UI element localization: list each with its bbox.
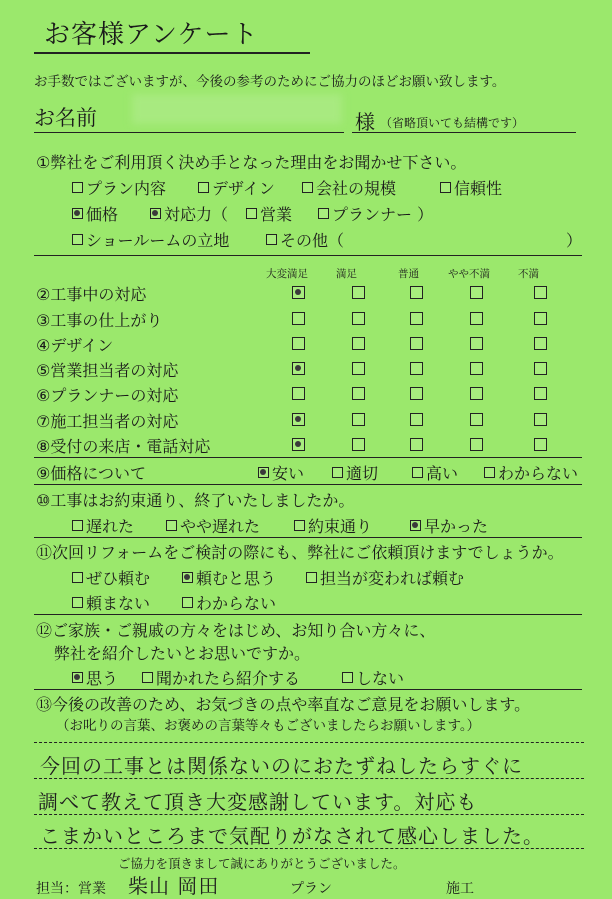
rating-checkbox[interactable]	[410, 312, 423, 325]
q11-question: ⑪次回リフォームをご検討の際にも、弊社にご依頼頂けますでしょうか。	[36, 543, 564, 562]
q1-question: ①弊社をご利用頂く決め手となった理由をお聞かせ下さい。	[36, 153, 467, 172]
q12-option[interactable]: しない	[342, 666, 404, 689]
checkbox[interactable]	[266, 234, 277, 245]
rating-checkbox[interactable]	[470, 312, 483, 325]
name-label: お名前	[34, 106, 97, 130]
answer-text-line: 調べて教えて頂き大変感謝しています。対応も	[38, 790, 478, 814]
rating-checkbox[interactable]	[352, 413, 365, 426]
rating-checkbox-checked[interactable]	[292, 286, 305, 299]
rating-checkbox[interactable]	[534, 387, 547, 400]
rating-checkbox[interactable]	[534, 438, 547, 451]
divider	[34, 614, 582, 615]
sama-note: （省略頂いても結構です）	[380, 116, 525, 130]
rating-checkbox[interactable]	[470, 387, 483, 400]
title-underline	[34, 52, 310, 54]
q9-option[interactable]: 適切	[332, 461, 378, 484]
name-underline	[34, 132, 344, 133]
thanks-text: ご協力を頂きまして誠にありがとうございました。	[118, 856, 406, 871]
checkbox[interactable]	[342, 672, 353, 683]
divider	[34, 255, 582, 256]
checkbox-checked[interactable]	[72, 672, 83, 683]
lead-text: お手数ではございますが、今後の参考のためにご協力のほどお願い致します。	[34, 74, 506, 90]
divider	[34, 537, 582, 538]
rating-checkbox[interactable]	[534, 413, 547, 426]
q12-option[interactable]: 思う	[72, 666, 118, 689]
q11-option[interactable]: 担当が変われば頼む	[306, 566, 464, 589]
q10-option[interactable]: 早かった	[410, 514, 488, 537]
rating-checkbox-checked[interactable]	[292, 362, 305, 375]
page-title: お客様アンケート	[44, 20, 259, 50]
checkbox[interactable]	[72, 520, 83, 531]
rating-header: 大変満足	[266, 268, 308, 280]
rating-row-label: ⑥プランナーの対応	[36, 386, 179, 405]
q1-option[interactable]: 営業	[246, 202, 292, 225]
rating-checkbox[interactable]	[352, 312, 365, 325]
sales-names: 柴山 岡田	[128, 874, 220, 898]
rating-row-label: ②工事中の対応	[36, 285, 147, 304]
checkbox[interactable]	[72, 572, 83, 583]
q1-close-paren: ）	[566, 231, 583, 250]
checkbox[interactable]	[332, 467, 343, 478]
rating-header: 普通	[398, 268, 419, 280]
checkbox[interactable]	[198, 182, 209, 193]
rating-checkbox[interactable]	[352, 362, 365, 375]
answer-line	[34, 848, 584, 849]
q1-option[interactable]: プランナー ）	[318, 202, 433, 225]
q12-question-line1: ⑫ご家族・ご親戚の方々をはじめ、お知り合い方々に、	[36, 621, 436, 640]
rating-checkbox[interactable]	[410, 438, 423, 451]
rating-checkbox-checked[interactable]	[292, 438, 305, 451]
checkbox[interactable]	[412, 467, 423, 478]
rating-row-label: ⑦施工担当者の対応	[36, 412, 179, 431]
rating-checkbox[interactable]	[470, 413, 483, 426]
sama-underline	[352, 132, 576, 133]
divider	[34, 689, 582, 690]
q11-option[interactable]: わからない	[182, 591, 276, 614]
rating-header: 満足	[336, 268, 357, 280]
rating-checkbox[interactable]	[352, 337, 365, 350]
rating-checkbox[interactable]	[470, 286, 483, 299]
rating-row-label: ⑧受付の来店・電話対応	[36, 437, 211, 456]
q9-question: ⑨価格について	[36, 464, 147, 483]
answer-text-line: こまかいところまで気配りがなされて感心しました。	[40, 824, 544, 848]
q1-option[interactable]: 会社の規模	[302, 176, 396, 199]
q1-option[interactable]: プラン内容	[72, 176, 166, 199]
rating-checkbox[interactable]	[534, 286, 547, 299]
checkbox[interactable]	[142, 672, 153, 683]
divider	[34, 457, 582, 458]
q10-option[interactable]: 約束通り	[294, 514, 372, 537]
checkbox[interactable]	[306, 572, 317, 583]
checkbox[interactable]	[294, 520, 305, 531]
rating-checkbox[interactable]	[410, 286, 423, 299]
checkbox[interactable]	[72, 182, 83, 193]
q12-question-line2: 弊社を紹介したいとお思いですか。	[54, 644, 311, 663]
rating-checkbox[interactable]	[470, 362, 483, 375]
checkbox[interactable]	[318, 208, 329, 219]
q11-option[interactable]: 頼まない	[72, 591, 150, 614]
q11-option[interactable]: 頼むと思う	[182, 566, 276, 589]
rating-checkbox[interactable]	[470, 438, 483, 451]
rating-checkbox[interactable]	[534, 337, 547, 350]
rating-checkbox[interactable]	[292, 312, 305, 325]
plan-label: プラン	[290, 881, 332, 897]
q9-option[interactable]: 安い	[258, 461, 304, 484]
checkbox[interactable]	[72, 234, 83, 245]
checkbox-checked[interactable]	[182, 572, 193, 583]
checkbox[interactable]	[72, 597, 83, 608]
rating-checkbox[interactable]	[292, 387, 305, 400]
checkbox-checked[interactable]	[150, 208, 161, 219]
rating-checkbox[interactable]	[352, 438, 365, 451]
q9-option[interactable]: わからない	[484, 461, 578, 484]
checkbox[interactable]	[440, 182, 451, 193]
rating-checkbox[interactable]	[410, 337, 423, 350]
q13-question: ⑬今後の改善のため、お気づきの点や率直なご意見をお願いします。	[36, 695, 531, 714]
q1-option[interactable]: 信頼性	[440, 176, 502, 199]
sekou-label: 施工	[446, 881, 474, 897]
rating-row-label: ⑤営業担当者の対応	[36, 361, 179, 380]
q1-option[interactable]: その他（	[266, 228, 344, 251]
rating-checkbox[interactable]	[470, 337, 483, 350]
checkbox[interactable]	[302, 182, 313, 193]
rating-checkbox-checked[interactable]	[292, 413, 305, 426]
checkbox[interactable]	[182, 597, 193, 608]
q9-option[interactable]: 高い	[412, 461, 458, 484]
rating-checkbox[interactable]	[292, 337, 305, 350]
checkbox-checked[interactable]	[410, 520, 421, 531]
q10-option[interactable]: やや遅れた	[166, 514, 260, 537]
q13-note: （お叱りの言葉、お褒めの言葉等々もございましたらお願いします。）	[56, 718, 481, 734]
divider	[34, 484, 582, 485]
q12-option[interactable]: 聞かれたら紹介する	[142, 666, 300, 689]
q1-option[interactable]: 対応力（	[150, 202, 228, 225]
checkbox-checked[interactable]	[258, 467, 269, 478]
answer-line	[34, 814, 584, 815]
rating-row-label: ④デザイン	[36, 336, 114, 355]
answer-line	[34, 778, 584, 779]
checkbox[interactable]	[484, 467, 495, 478]
tanto-label: 担当：営業	[36, 881, 106, 897]
rating-header: やや不満	[448, 268, 490, 280]
answer-text-line: 今回の工事とは関係ないのにおたずねしたらすぐに	[40, 754, 523, 778]
rating-checkbox[interactable]	[534, 312, 547, 325]
q10-question: ⑩工事はお約束通り、終了いたしましたか。	[36, 491, 355, 510]
rating-checkbox[interactable]	[410, 413, 423, 426]
rating-checkbox[interactable]	[352, 387, 365, 400]
rating-checkbox[interactable]	[534, 362, 547, 375]
checkbox[interactable]	[166, 520, 177, 531]
rating-checkbox[interactable]	[352, 286, 365, 299]
checkbox-checked[interactable]	[72, 208, 83, 219]
q1-option[interactable]: 価格	[72, 202, 118, 225]
rating-row-label: ③工事の仕上がり	[36, 311, 163, 330]
q1-option[interactable]: デザイン	[198, 176, 275, 199]
sama-label: 様	[355, 110, 375, 134]
rating-checkbox[interactable]	[410, 362, 423, 375]
q1-option[interactable]: ショールームの立地	[72, 228, 229, 251]
q10-option[interactable]: 遅れた	[72, 514, 134, 537]
rating-checkbox[interactable]	[410, 387, 423, 400]
rating-header: 不満	[518, 268, 539, 280]
q11-option[interactable]: ぜひ頼む	[72, 566, 150, 589]
checkbox[interactable]	[246, 208, 257, 219]
answer-line	[34, 742, 584, 743]
redacted-name	[132, 94, 342, 124]
